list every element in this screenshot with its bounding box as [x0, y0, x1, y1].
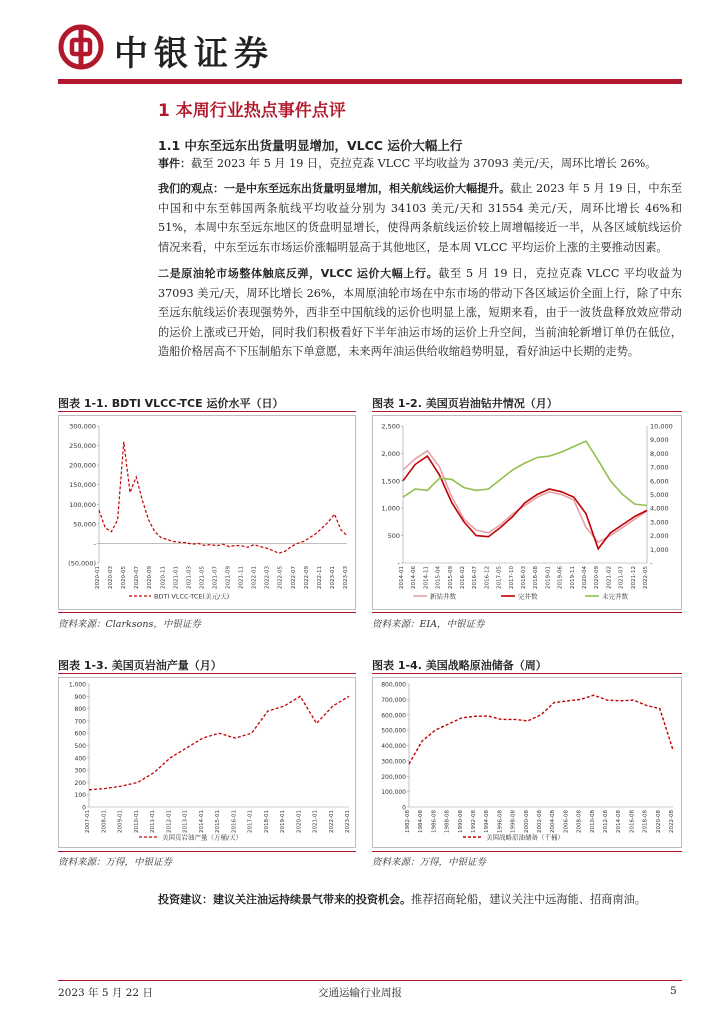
investment-label: 投资建议：建议关注油运持续景气带来的投资机会。: [158, 893, 411, 906]
x-tick-label: 2020-09: [594, 566, 601, 589]
fig4-title: 图表 1-4. 美国战略原油储备（周）: [372, 659, 547, 672]
y-tick-label: 300,000: [69, 422, 96, 431]
investment-text: 推荐招商轮船，建议关注中远海能、招商南油。: [411, 893, 646, 906]
y-tick-label: 50,000: [73, 520, 96, 529]
view1-text: 截止 2023 年 5 月 19 日，中东至中国和中东至韩国两条航线平均收益分别为 34103 美元/天和 31554 美元/天，周环比增长 46%和 51%，本周中东至远东地区的货盘明显增长，使得两条航线运价较上周增幅接近一半，从各区域航线运价情况来看，中东至远东市场运价涨幅明显高于其他地区，是本周 VLCC 平均运价上涨的主要推动因素。: [158, 182, 683, 254]
y-tick-label: 300: [74, 767, 86, 775]
header-rule: [58, 79, 682, 84]
series-line-s2: [403, 441, 647, 505]
x-tick-label: 2015-04: [435, 566, 442, 589]
x-tick-label: 2021-07: [212, 566, 219, 589]
y-tick-label: (50,000): [68, 559, 96, 568]
y-right-tick-label: 9,000: [650, 436, 669, 445]
x-tick-label: 2019-01: [280, 810, 286, 833]
x-tick-label: 2022-05: [643, 566, 649, 589]
y-tick-label: 700,000: [381, 696, 406, 704]
y-right-tick-label: 7,000: [650, 463, 669, 472]
x-tick-label: 2021-02: [606, 566, 613, 589]
y-tick-label: 400: [74, 755, 86, 763]
x-tick-label: 2022-09: [303, 566, 310, 589]
y-right-tick-label: -: [650, 559, 653, 568]
x-tick-label: 2020-05: [121, 566, 128, 589]
chart4-box: [372, 677, 682, 848]
x-tick-label: 2014-08: [616, 810, 623, 833]
x-tick-label: 2012-08: [603, 810, 609, 833]
y-tick-label: 100,000: [381, 789, 406, 797]
footer-date: 2023 年 5 月 22 日: [58, 987, 153, 999]
legend-label-1: 完井数: [518, 592, 538, 601]
x-tick-label: 2022-08: [669, 810, 675, 833]
src-rule-2: [372, 612, 682, 613]
x-tick-label: 2020-03: [108, 566, 115, 589]
event-text: 截至 2023 年 5 月 19 日，克拉克森 VLCC 平均收益为 37093 美元/天，周环比增长 26%。: [191, 157, 657, 170]
chart4-svg: [373, 678, 681, 847]
page-number: 5: [670, 985, 677, 997]
y-right-tick-label: 8,000: [650, 449, 669, 458]
x-tick-label: 1986-08: [431, 810, 438, 833]
x-tick-label: 2020-08: [655, 810, 662, 833]
legend-label-2: 未完井数: [602, 592, 628, 601]
y-tick-label: 2,500: [381, 422, 400, 431]
x-tick-label: 2020-01: [296, 810, 303, 833]
x-tick-label: 2017-05: [496, 566, 503, 589]
y-right-tick-label: 10,000: [650, 422, 673, 431]
brand-name: 中银证券: [114, 34, 274, 74]
x-tick-label: 1982-08: [405, 810, 411, 833]
fig2-title-rule: [372, 411, 682, 412]
src-rule-3: [58, 851, 356, 852]
x-tick-label: 1994-08: [484, 810, 491, 833]
src-rule-4: [372, 851, 682, 852]
y-tick-label: 100: [74, 792, 86, 800]
x-tick-label: 1990-08: [457, 810, 464, 833]
chart3-box: [58, 677, 356, 848]
footer-title: 交通运输行业周报: [318, 987, 402, 999]
x-tick-label: 2022-03: [264, 566, 271, 589]
y-right-tick-label: 1,000: [650, 545, 669, 554]
legend-label-bdti: BDTI VLCC-TCE(美元/天): [154, 592, 230, 601]
y-tick-label: 800,000: [381, 681, 406, 689]
src-rule-1: [58, 612, 356, 613]
x-tick-label: 2007-01: [85, 810, 91, 833]
y-right-tick-label: 6,000: [650, 477, 669, 486]
y-tick-label: 150,000: [69, 481, 96, 490]
series-line-shale: [89, 696, 349, 790]
y-tick-label: 100,000: [69, 500, 96, 509]
source-note-2: 资料来源：EIA，中银证券: [372, 619, 485, 630]
x-tick-label: 2014-06: [411, 566, 418, 589]
event-paragraph: [158, 154, 682, 174]
x-tick-label: 2016-07: [472, 566, 479, 589]
x-tick-label: 2021-01: [312, 810, 319, 833]
x-tick-label: 2017-01: [247, 810, 254, 833]
y-right-tick-label: 4,000: [650, 504, 669, 513]
fig1-title-rule: [58, 411, 356, 412]
x-tick-label: 2021-07: [618, 566, 625, 589]
x-tick-label: 2010-08: [589, 810, 596, 833]
x-tick-label: 2016-12: [484, 566, 491, 589]
x-tick-label: 1988-08: [444, 810, 451, 833]
view2-label: 二是原油轮市场整体触底反弹，VLCC 运价大幅上行。: [158, 267, 439, 280]
fig1-title: 图表 1-1. BDTI VLCC-TCE 运价水平（日）: [58, 397, 284, 410]
view2-text: 截至 5 月 19 日，克拉克森 VLCC 平均收益为 37093 美元/天，周环比增长 26%，本周原油轮市场在中东市场的带动下各区域运价全面上行，除了中东至远东航线运价表现强势外，西非至中国航线的运价也明显上涨，短期来看，由于一波货盘释放效应带动的运价上涨或已开始，同时我们积极看好下半年油运市场的运价上升空间，当前油轮新增订单仍在低位，造船价格居高不下压制船东下单意愿，未来两年油运供给收缩趋势明显，看好油运中长期的走势。: [158, 267, 683, 358]
fig3-title-rule: [58, 673, 356, 674]
legend-label-0: 新钻井数: [430, 592, 456, 601]
y-tick-label: 900: [74, 693, 86, 701]
x-tick-label: 2019-06: [557, 566, 564, 589]
x-tick-label: 2017-10: [508, 566, 515, 589]
x-tick-label: 1984-08: [418, 810, 425, 833]
x-tick-label: 2021-09: [225, 566, 232, 589]
y-tick-label: 500,000: [381, 727, 406, 735]
x-tick-label: 2014-01: [198, 810, 205, 833]
y-tick-label: 0: [82, 804, 86, 812]
x-tick-label: 2012-01: [166, 810, 173, 833]
chart1-svg: [59, 416, 355, 609]
y-tick-label: -: [93, 539, 96, 548]
y-right-tick-label: 2,000: [650, 532, 669, 541]
x-tick-label: 2022-05: [277, 566, 284, 589]
y-tick-label: -: [397, 559, 400, 568]
view2-paragraph: [158, 264, 682, 362]
chart2-svg: [373, 416, 681, 609]
x-tick-label: 2014-11: [423, 566, 430, 589]
x-tick-label: 2016-02: [460, 566, 466, 589]
y-tick-label: 500: [74, 743, 86, 750]
bank-of-china-logo-icon: [58, 24, 104, 70]
x-tick-label: 2013-01: [182, 810, 189, 833]
x-tick-label: 2006-08: [563, 810, 570, 833]
x-tick-label: 2018-08: [642, 810, 649, 833]
x-tick-label: 2014-01: [399, 566, 405, 589]
x-tick-label: 2021-12: [630, 566, 637, 589]
x-tick-label: 2019-01: [545, 566, 552, 589]
legend-label-shale: 美国页岩油产量（万桶/天）: [162, 833, 243, 842]
x-tick-label: 2021-03: [186, 566, 193, 589]
view1-paragraph: [158, 179, 682, 257]
subsection-title: 1.1 中东至远东出货量明显增加，VLCC 运价大幅上行: [158, 138, 463, 153]
x-tick-label: 1996-08: [497, 810, 504, 833]
x-tick-label: 1998-08: [510, 810, 517, 833]
x-tick-label: 2020-04: [582, 566, 588, 589]
chart3-svg: [59, 678, 355, 847]
event-label: 事件：: [158, 157, 191, 170]
x-tick-label: 2022-07: [290, 566, 297, 589]
x-tick-label: 2008-08: [576, 810, 583, 833]
x-tick-label: 2020-01: [95, 566, 101, 589]
x-tick-label: 2022-11: [316, 566, 323, 589]
x-tick-label: 2015-01: [215, 810, 221, 833]
x-tick-label: 2021-11: [238, 566, 245, 589]
x-tick-label: 2011-01: [150, 810, 156, 833]
x-tick-label: 2002-08: [537, 810, 543, 833]
chart2-box: [372, 415, 682, 610]
x-tick-label: 2020-09: [147, 566, 154, 589]
fig3-title: 图表 1-3. 美国页岩油产量（月）: [58, 659, 222, 672]
y-tick-label: 600: [74, 730, 86, 738]
footer-rule: [58, 980, 682, 981]
investment-paragraph: [158, 890, 682, 910]
x-tick-label: 2023-03: [343, 566, 349, 589]
x-tick-label: 2010-01: [133, 810, 140, 833]
y-tick-label: 1,000: [381, 504, 400, 513]
x-tick-label: 2022-01: [251, 566, 258, 589]
x-tick-label: 2015-09: [447, 566, 454, 589]
x-tick-label: 2004-08: [550, 810, 557, 833]
x-tick-label: 2016-08: [629, 810, 636, 833]
section-title: 1 本周行业热点事件点评: [158, 101, 346, 121]
x-tick-label: 2022-01: [328, 810, 335, 833]
y-tick-label: 500: [387, 532, 400, 541]
y-tick-label: 400,000: [381, 743, 406, 750]
source-note-4: 资料来源：万得，中银证券: [372, 857, 487, 868]
source-note-3: 资料来源：万得，中银证券: [58, 857, 173, 868]
series-line-s0: [403, 451, 647, 543]
y-tick-label: 0: [402, 804, 406, 812]
y-tick-label: 800: [74, 706, 86, 714]
x-tick-label: 2018-08: [533, 566, 540, 589]
x-tick-label: 2023-01: [345, 810, 351, 833]
x-tick-label: 2020-11: [160, 566, 167, 589]
fig2-title: 图表 1-2. 美国页岩油钻井情况（月）: [372, 397, 558, 410]
x-tick-label: 2018-03: [521, 566, 527, 589]
y-tick-label: 700: [74, 718, 86, 726]
y-right-tick-label: 3,000: [650, 518, 669, 527]
x-tick-label: 2020-07: [134, 566, 141, 589]
fig4-title-rule: [372, 673, 682, 674]
y-tick-label: 300,000: [381, 758, 406, 766]
y-tick-label: 1,500: [381, 477, 400, 486]
y-tick-label: 250,000: [69, 442, 96, 451]
view1-label: 我们的观点：一是中东至远东出货量明显增加，相关航线运价大幅提升。: [158, 182, 511, 195]
y-tick-label: 200,000: [69, 461, 96, 470]
x-tick-label: 2008-01: [101, 810, 108, 833]
y-tick-label: 1,000: [68, 681, 86, 689]
x-tick-label: 2021-05: [199, 566, 206, 589]
x-tick-label: 2021-01: [173, 566, 180, 589]
y-tick-label: 200: [74, 779, 86, 787]
y-tick-label: 200,000: [381, 773, 406, 781]
x-tick-label: 2023-01: [329, 566, 336, 589]
source-note-1: 资料来源：Clarksons，中银证券: [58, 619, 201, 630]
series-line-bdti: [99, 442, 347, 554]
series-line-spr: [409, 695, 673, 764]
x-tick-label: 2016-01: [231, 810, 238, 833]
chart1-box: [58, 415, 356, 610]
y-right-tick-label: 5,000: [650, 491, 669, 499]
y-tick-label: 600,000: [381, 712, 406, 720]
x-tick-label: 2000-08: [523, 810, 530, 833]
y-tick-label: 2,000: [381, 449, 400, 458]
brand-logo: [58, 24, 104, 70]
x-tick-label: 2009-01: [117, 810, 124, 833]
x-tick-label: 2018-01: [263, 810, 270, 833]
x-tick-label: 2019-11: [569, 566, 576, 589]
legend-label-spr: 美国战略原油储备（千桶）: [486, 833, 564, 842]
x-tick-label: 1992-08: [471, 810, 477, 833]
